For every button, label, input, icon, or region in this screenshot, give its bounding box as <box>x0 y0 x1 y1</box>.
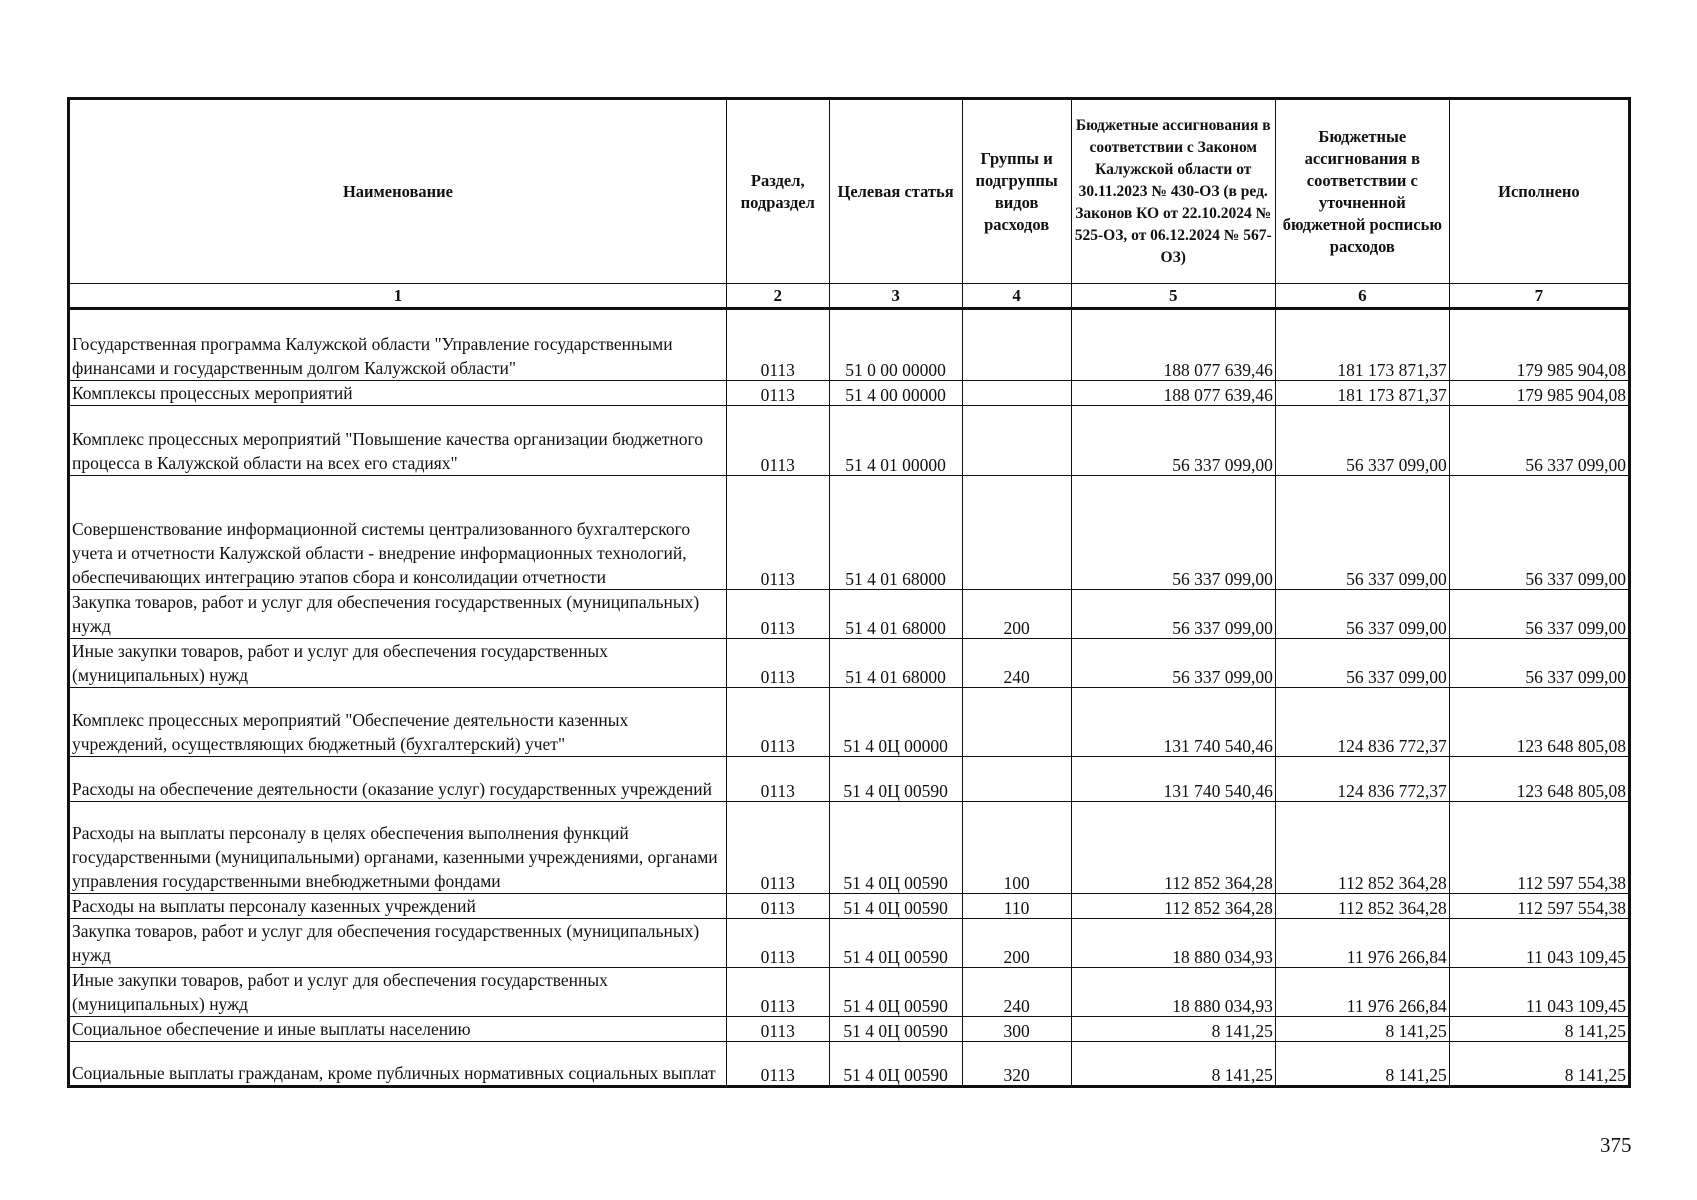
row-expense-group <box>962 757 1071 802</box>
row-name: Комплекс процессных мероприятий "Обеспечение деятельности казенных учреждений, осуществляющих бюджетный (бухгалтерский) учет" <box>69 688 727 757</box>
row-law-amount: 131 740 540,46 <box>1071 688 1275 757</box>
row-refined-amount: 11 976 266,84 <box>1275 968 1449 1017</box>
row-refined-amount: 56 337 099,00 <box>1275 406 1449 476</box>
column-number: 6 <box>1275 284 1449 309</box>
row-target-article: 51 4 01 68000 <box>829 476 962 590</box>
row-refined-amount: 124 836 772,37 <box>1275 688 1449 757</box>
row-name: Комплексы процессных мероприятий <box>69 381 727 406</box>
row-target-article: 51 4 01 68000 <box>829 590 962 639</box>
header-row <box>69 99 1630 284</box>
table-row <box>69 590 1630 639</box>
table-row <box>69 919 1630 968</box>
row-section: 0113 <box>726 968 829 1017</box>
row-target-article: 51 4 0Ц 00000 <box>829 688 962 757</box>
row-section: 0113 <box>726 406 829 476</box>
row-law-amount: 8 141,25 <box>1071 1017 1275 1042</box>
table-row <box>69 406 1630 476</box>
row-refined-amount: 56 337 099,00 <box>1275 639 1449 688</box>
row-expense-group <box>962 381 1071 406</box>
column-number-row <box>69 284 1630 309</box>
row-executed-amount: 56 337 099,00 <box>1449 639 1629 688</box>
row-law-amount: 112 852 364,28 <box>1071 802 1275 894</box>
row-name: Социальные выплаты гражданам, кроме публичных нормативных социальных выплат <box>69 1042 727 1087</box>
budget-table <box>67 97 1631 1088</box>
row-executed-amount: 56 337 099,00 <box>1449 406 1629 476</box>
row-expense-group <box>962 476 1071 590</box>
row-executed-amount: 11 043 109,45 <box>1449 919 1629 968</box>
row-target-article: 51 4 0Ц 00590 <box>829 757 962 802</box>
table-row <box>69 476 1630 590</box>
table-row <box>69 1017 1630 1042</box>
row-executed-amount: 179 985 904,08 <box>1449 309 1629 381</box>
row-section: 0113 <box>726 309 829 381</box>
column-number: 7 <box>1449 284 1629 309</box>
row-section: 0113 <box>726 381 829 406</box>
row-refined-amount: 112 852 364,28 <box>1275 894 1449 919</box>
row-name: Расходы на обеспечение деятельности (оказание услуг) государственных учреждений <box>69 757 727 802</box>
header-law-appropriations: Бюджетные ассигнования в соответствии с Законом Калужской области от 30.11.2023 № 430-ОЗ (в ред. Законов КО от 22.10.2024 № 525-ОЗ, от 06.12.2024 № 567-ОЗ) <box>1071 99 1275 284</box>
row-name: Закупка товаров, работ и услуг для обеспечения государственных (муниципальных) нужд <box>69 919 727 968</box>
row-refined-amount: 124 836 772,37 <box>1275 757 1449 802</box>
table-row <box>69 309 1630 381</box>
row-target-article: 51 4 0Ц 00590 <box>829 802 962 894</box>
row-target-article: 51 4 01 68000 <box>829 639 962 688</box>
row-name: Расходы на выплаты персоналу казенных учреждений <box>69 894 727 919</box>
row-expense-group: 200 <box>962 919 1071 968</box>
table-row <box>69 894 1630 919</box>
row-law-amount: 188 077 639,46 <box>1071 309 1275 381</box>
header-section: Раздел, подраздел <box>726 99 829 284</box>
row-refined-amount: 56 337 099,00 <box>1275 590 1449 639</box>
table-row <box>69 757 1630 802</box>
row-expense-group: 240 <box>962 639 1071 688</box>
row-executed-amount: 123 648 805,08 <box>1449 757 1629 802</box>
row-expense-group: 200 <box>962 590 1071 639</box>
row-target-article: 51 4 01 00000 <box>829 406 962 476</box>
table-row <box>69 381 1630 406</box>
row-name: Расходы на выплаты персоналу в целях обеспечения выполнения функций государственными (муниципальными) органами, казенными учреждениями, органами управления государственными внебюджетными фондами <box>69 802 727 894</box>
row-law-amount: 131 740 540,46 <box>1071 757 1275 802</box>
row-refined-amount: 8 141,25 <box>1275 1042 1449 1087</box>
row-expense-group <box>962 688 1071 757</box>
row-section: 0113 <box>726 1042 829 1087</box>
row-section: 0113 <box>726 1017 829 1042</box>
column-number: 4 <box>962 284 1071 309</box>
row-expense-group: 110 <box>962 894 1071 919</box>
column-number: 5 <box>1071 284 1275 309</box>
row-law-amount: 56 337 099,00 <box>1071 406 1275 476</box>
row-section: 0113 <box>726 894 829 919</box>
row-executed-amount: 112 597 554,38 <box>1449 894 1629 919</box>
row-law-amount: 8 141,25 <box>1071 1042 1275 1087</box>
row-target-article: 51 4 0Ц 00590 <box>829 1017 962 1042</box>
row-executed-amount: 56 337 099,00 <box>1449 590 1629 639</box>
row-executed-amount: 112 597 554,38 <box>1449 802 1629 894</box>
column-number: 1 <box>69 284 727 309</box>
row-name: Иные закупки товаров, работ и услуг для обеспечения государственных (муниципальных) нужд <box>69 639 727 688</box>
row-executed-amount: 11 043 109,45 <box>1449 968 1629 1017</box>
row-target-article: 51 4 00 00000 <box>829 381 962 406</box>
row-expense-group: 240 <box>962 968 1071 1017</box>
table-row <box>69 802 1630 894</box>
row-section: 0113 <box>726 919 829 968</box>
table-row <box>69 1042 1630 1087</box>
row-section: 0113 <box>726 757 829 802</box>
row-refined-amount: 56 337 099,00 <box>1275 476 1449 590</box>
table-row <box>69 688 1630 757</box>
row-expense-group: 320 <box>962 1042 1071 1087</box>
row-section: 0113 <box>726 476 829 590</box>
row-refined-amount: 181 173 871,37 <box>1275 309 1449 381</box>
row-name: Закупка товаров, работ и услуг для обеспечения государственных (муниципальных) нужд <box>69 590 727 639</box>
row-expense-group <box>962 309 1071 381</box>
row-law-amount: 56 337 099,00 <box>1071 639 1275 688</box>
row-name: Иные закупки товаров, работ и услуг для обеспечения государственных (муниципальных) нужд <box>69 968 727 1017</box>
row-name: Комплекс процессных мероприятий "Повышение качества организации бюджетного процесса в Калужской области на всех его стадиях" <box>69 406 727 476</box>
row-section: 0113 <box>726 590 829 639</box>
row-section: 0113 <box>726 802 829 894</box>
row-executed-amount: 8 141,25 <box>1449 1042 1629 1087</box>
header-name: Наименование <box>69 99 727 284</box>
table-row <box>69 639 1630 688</box>
row-target-article: 51 4 0Ц 00590 <box>829 894 962 919</box>
row-section: 0113 <box>726 688 829 757</box>
row-name: Совершенствование информационной системы централизованного бухгалтерского учета и отчетности Калужской области - внедрение информационных технологий, обеспечивающих интеграцию этапов сбора и консолидации отчетности <box>69 476 727 590</box>
row-law-amount: 56 337 099,00 <box>1071 590 1275 639</box>
row-refined-amount: 8 141,25 <box>1275 1017 1449 1042</box>
header-executed: Исполнено <box>1449 99 1629 284</box>
table-row <box>69 968 1630 1017</box>
row-executed-amount: 8 141,25 <box>1449 1017 1629 1042</box>
row-target-article: 51 4 0Ц 00590 <box>829 1042 962 1087</box>
row-refined-amount: 181 173 871,37 <box>1275 381 1449 406</box>
row-executed-amount: 123 648 805,08 <box>1449 688 1629 757</box>
header-expense-groups: Группы и подгруппы видов расходов <box>962 99 1071 284</box>
header-target-article: Целевая статья <box>829 99 962 284</box>
table-body <box>69 309 1630 1087</box>
row-expense-group <box>962 406 1071 476</box>
row-refined-amount: 112 852 364,28 <box>1275 802 1449 894</box>
row-expense-group: 100 <box>962 802 1071 894</box>
row-expense-group: 300 <box>962 1017 1071 1042</box>
header-refined-appropriations: Бюджетные ассигнования в соответствии с уточненной бюджетной росписью расходов <box>1275 99 1449 284</box>
column-number: 3 <box>829 284 962 309</box>
row-law-amount: 112 852 364,28 <box>1071 894 1275 919</box>
row-law-amount: 18 880 034,93 <box>1071 919 1275 968</box>
page-number: 375 <box>1600 1133 1632 1157</box>
row-executed-amount: 56 337 099,00 <box>1449 476 1629 590</box>
row-section: 0113 <box>726 639 829 688</box>
row-law-amount: 188 077 639,46 <box>1071 381 1275 406</box>
row-law-amount: 56 337 099,00 <box>1071 476 1275 590</box>
row-executed-amount: 179 985 904,08 <box>1449 381 1629 406</box>
row-target-article: 51 4 0Ц 00590 <box>829 968 962 1017</box>
row-refined-amount: 11 976 266,84 <box>1275 919 1449 968</box>
row-target-article: 51 0 00 00000 <box>829 309 962 381</box>
row-law-amount: 18 880 034,93 <box>1071 968 1275 1017</box>
row-name: Государственная программа Калужской области "Управление государственными финансами и государственным долгом Калужской области" <box>69 309 727 381</box>
column-number: 2 <box>726 284 829 309</box>
row-target-article: 51 4 0Ц 00590 <box>829 919 962 968</box>
row-name: Социальное обеспечение и иные выплаты населению <box>69 1017 727 1042</box>
